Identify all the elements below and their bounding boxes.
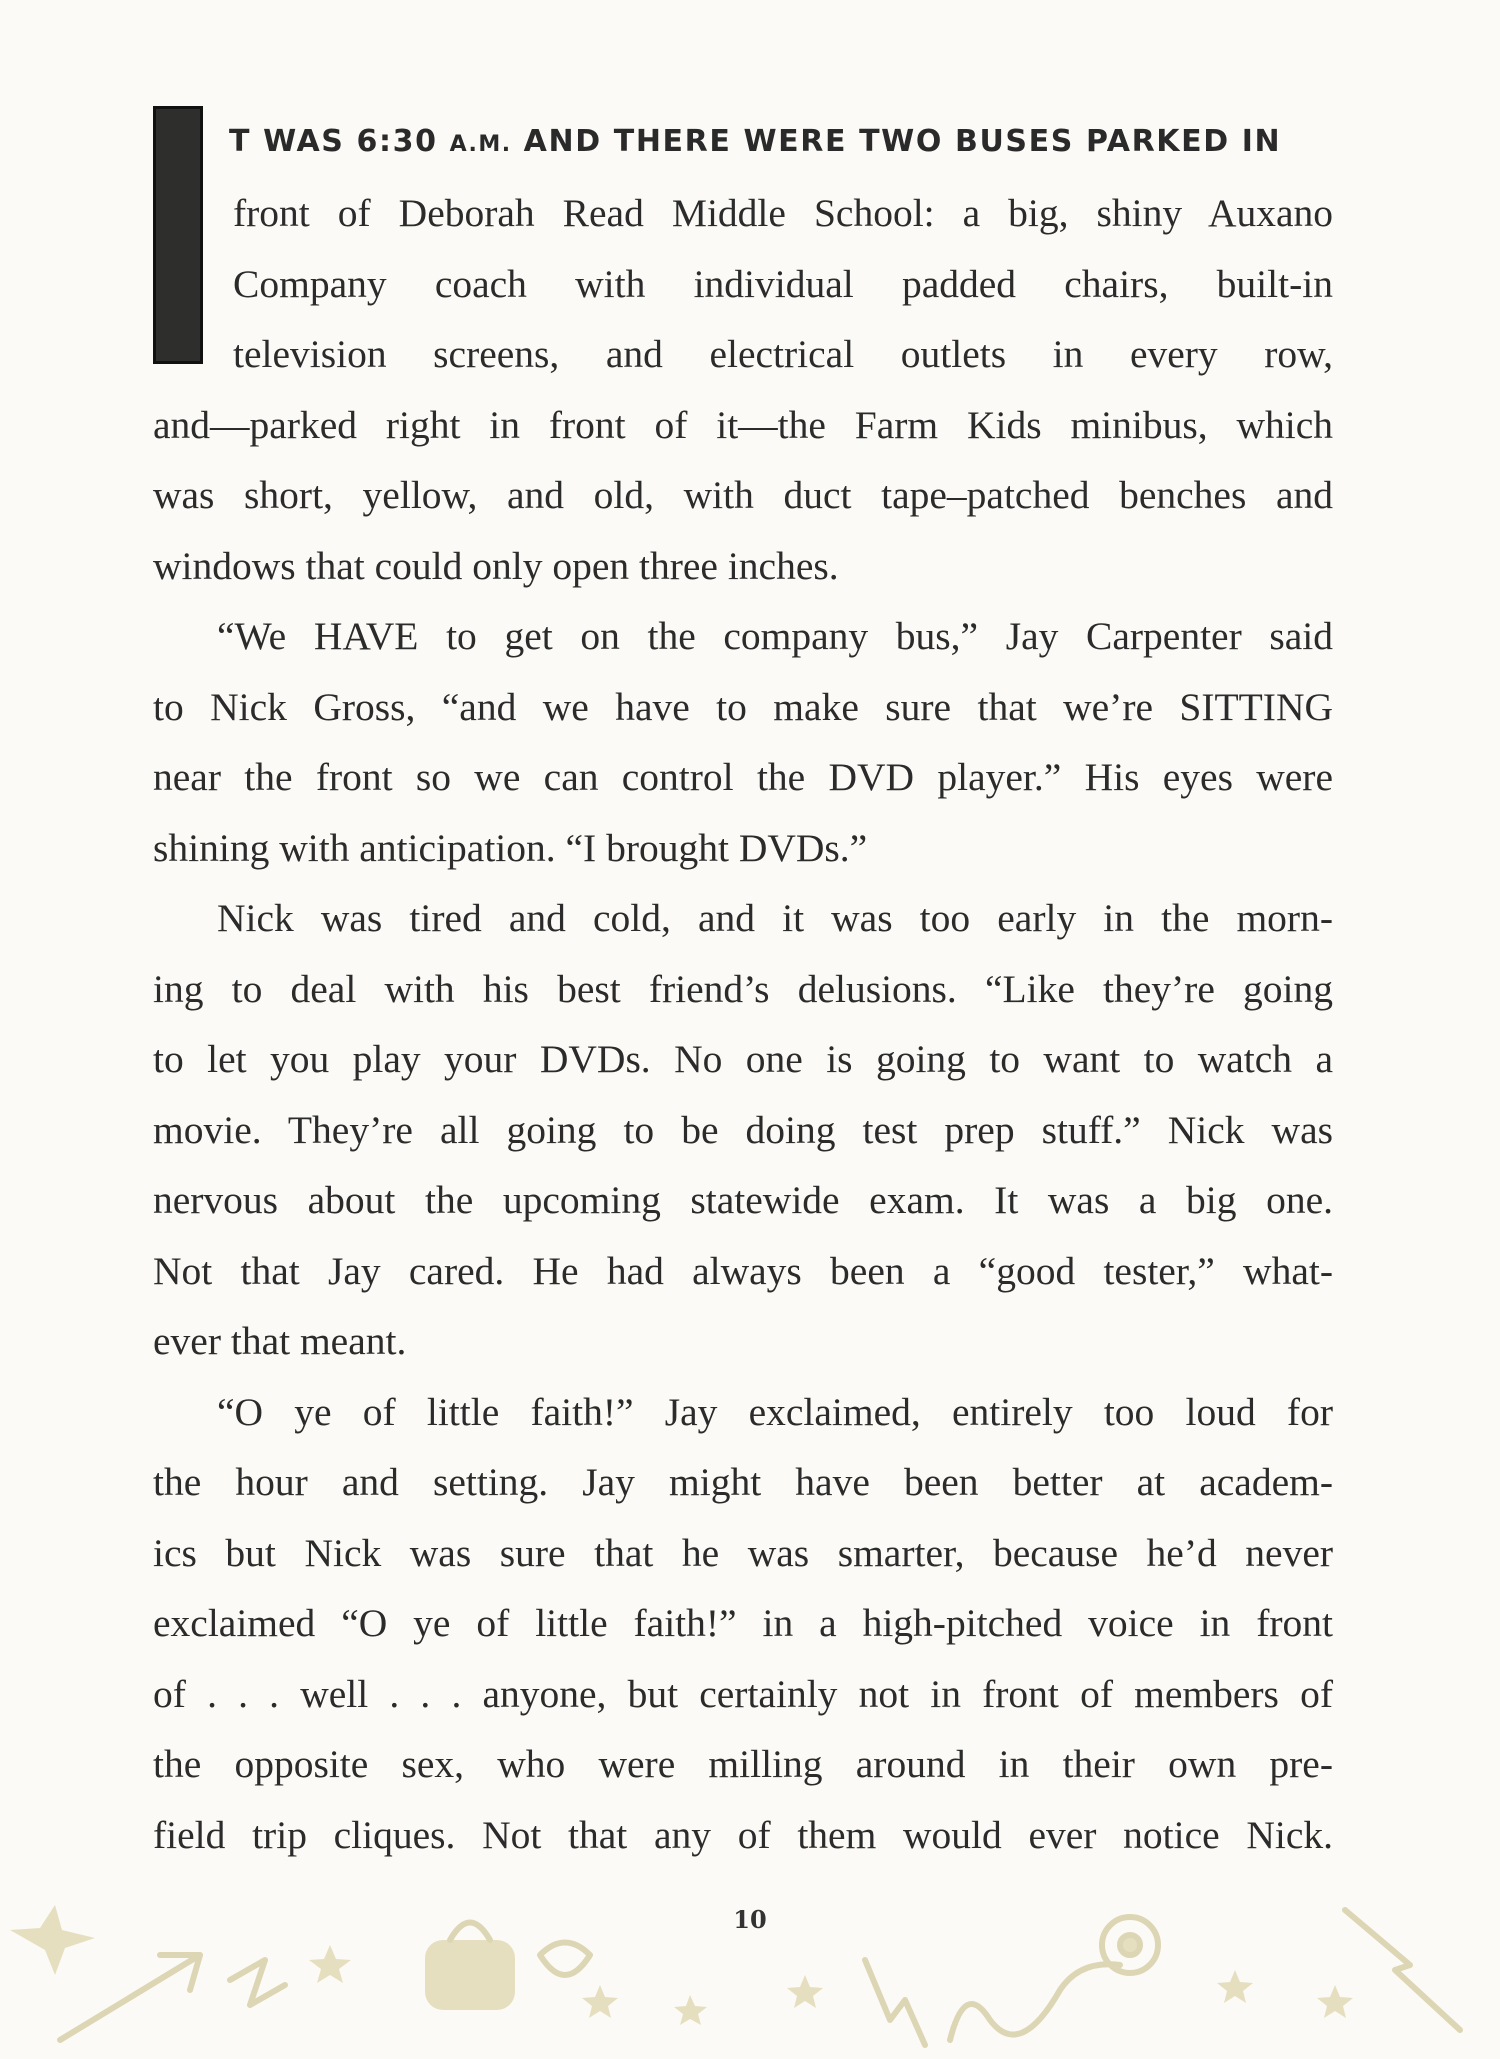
bag-icon — [425, 1923, 515, 2011]
text-line: front of Deborah Read Middle School: a big, shiny Auxano — [233, 191, 1333, 235]
text-line: the hour and setting. Jay might have been better at academ- — [153, 1460, 1333, 1504]
lightning-icon — [230, 1960, 285, 2005]
text-line: shining with anticipation. “I brought DVDs.” — [153, 825, 868, 870]
text-line: near the front so we can control the DVD player.” His eyes were — [153, 755, 1333, 799]
star-icon — [582, 1985, 618, 2018]
target-icon — [1102, 1917, 1158, 1973]
text-line: Not that Jay cared. He had always been a “good tester,” what- — [153, 1248, 1333, 1293]
text-line: “We HAVE to get on the company bus,” Jay Carpenter said — [217, 614, 1333, 658]
text-line: of . . . well . . . anyone, but certainly not in front of members of — [153, 1671, 1333, 1716]
text-line: and—parked right in front of it—the Farm Kids minibus, which — [153, 402, 1333, 447]
text-line: to Nick Gross, “and we have to make sure that we’re SITTING — [153, 684, 1333, 729]
text-line: windows that could only open three inches. — [153, 543, 839, 588]
lightning-icon — [1345, 1910, 1460, 2030]
text-line: “O ye of little faith!” Jay exclaimed, entirely too loud for — [217, 1389, 1333, 1434]
text-line: nervous about the upcoming statewide exam. It was a big one. — [153, 1178, 1333, 1222]
text-line: ing to deal with his best friend’s delusions. “Like they’re going — [153, 966, 1333, 1011]
star-icon — [10, 1905, 95, 1975]
text-line: the opposite sex, who were milling around in their own pre- — [153, 1742, 1333, 1786]
text-line: was short, yellow, and old, with duct tape–patched benches and — [153, 473, 1333, 517]
text-line: field trip cliques. Not that any of them would ever notice Nick. — [153, 1812, 1333, 1857]
page-number: 10 — [733, 1905, 767, 1934]
star-icon — [787, 1975, 823, 2008]
string-icon — [950, 1964, 1120, 2040]
text-line: to let you play your DVDs. No one is going to want to watch a — [153, 1037, 1333, 1081]
text-line: television screens, and electrical outlets in every row, — [233, 332, 1333, 376]
text-line: Company coach with individual padded chairs, built-in — [233, 261, 1333, 306]
page-body — [153, 106, 1333, 1870]
paragraph — [153, 883, 1333, 1377]
paragraph — [153, 1377, 1333, 1871]
drop-cap-letter-i — [153, 106, 203, 364]
paragraph — [153, 601, 1333, 883]
star-icon — [1317, 1985, 1353, 2018]
opening-smallcaps-line: T WAS 6:30 A.M. AND THERE WERE TWO BUSES PARKED IN — [229, 124, 1282, 159]
lightning-icon — [865, 1960, 925, 2045]
star-icon — [309, 1945, 351, 1983]
text-line: ics but Nick was sure that he was smarter, because he’d never — [153, 1530, 1333, 1575]
text-line: ever that meant. — [153, 1319, 407, 1363]
star-icon — [1217, 1970, 1253, 2003]
arrow-icon — [60, 1955, 200, 2040]
text-line: Nick was tired and cold, and it was too early in the morn- — [217, 896, 1333, 940]
text-line: exclaimed “O ye of little faith!” in a high-pitched voice in front — [153, 1601, 1333, 1645]
opening-paragraph — [153, 106, 1333, 601]
text-line: movie. They’re all going to be doing test prep stuff.” Nick was — [153, 1107, 1333, 1152]
hanger-icon — [540, 1943, 590, 1976]
footer-doodle-border — [0, 1870, 1500, 2054]
star-icon — [674, 1995, 707, 2025]
